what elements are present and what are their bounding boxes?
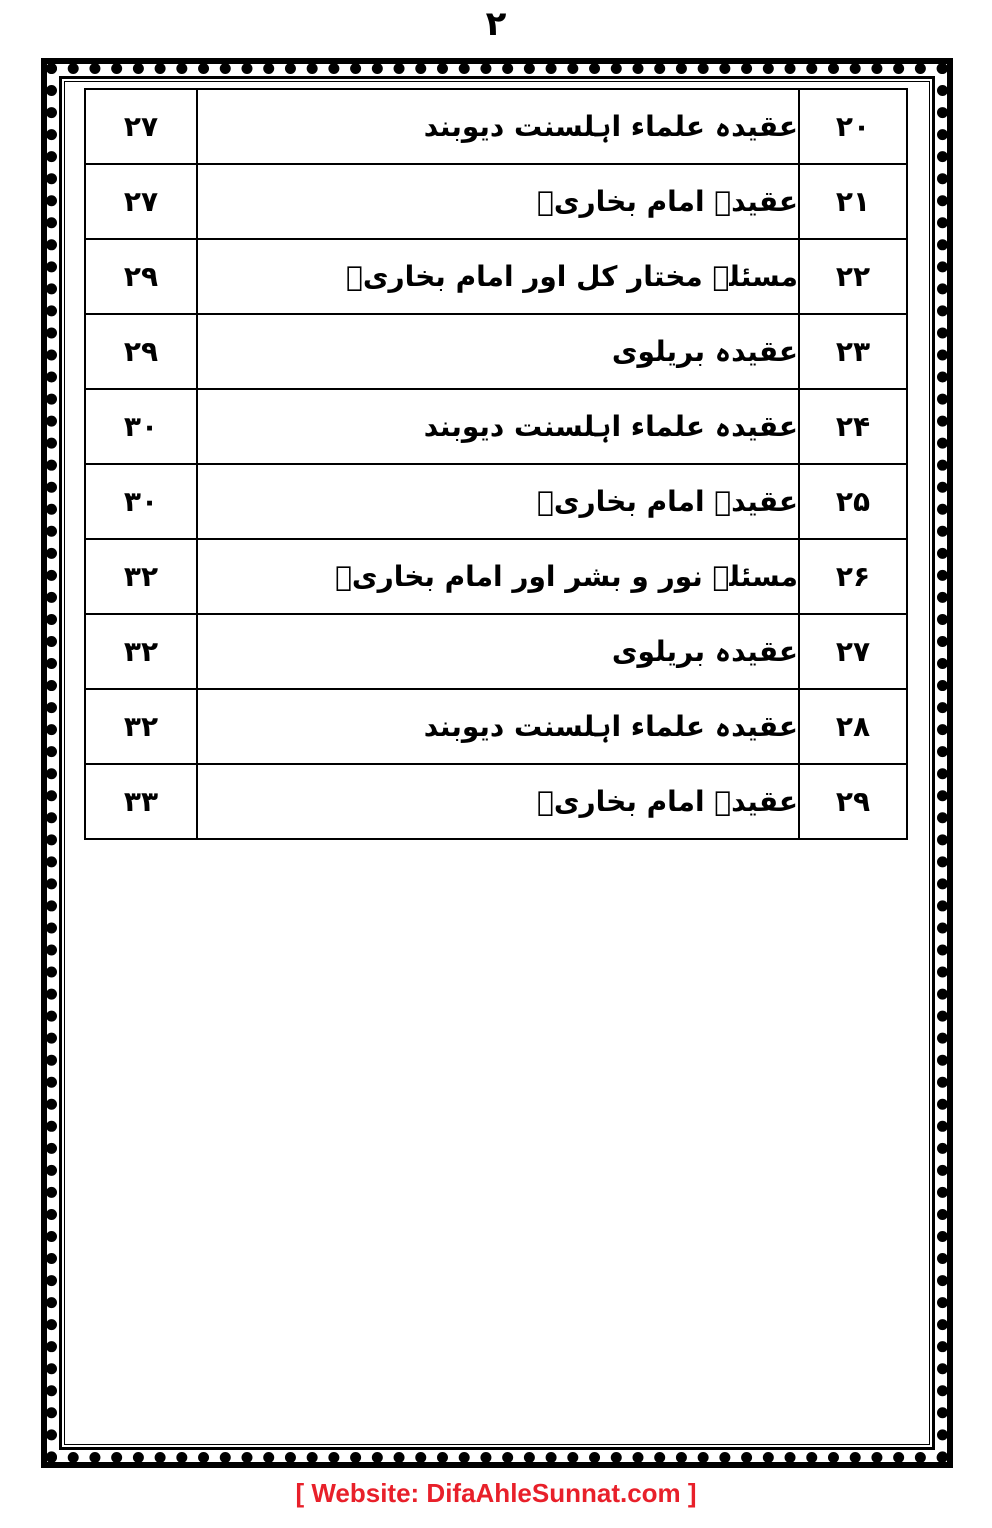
table-row <box>85 539 907 614</box>
serial-number: ۲۲ <box>799 239 907 314</box>
table-row <box>85 764 907 839</box>
entry-title: مسئلہ نور و بشر اور امام بخاریؒ <box>197 539 799 614</box>
serial-number: ۲۸ <box>799 689 907 764</box>
page-number: ۲ <box>485 4 507 44</box>
serial-number: ۲۷ <box>799 614 907 689</box>
serial-number: ۲۰ <box>799 89 907 164</box>
entry-title: عقیدہ بریلوی <box>197 314 799 389</box>
table-row <box>85 89 907 164</box>
entry-title: عقیدہ امام بخاریؒ <box>197 464 799 539</box>
page-ref: ۲۷ <box>85 164 197 239</box>
page-ref: ۲۹ <box>85 314 197 389</box>
entry-title: عقیدہ علماء اہلسنت دیوبند <box>197 389 799 464</box>
page-ref: ۳۲ <box>85 689 197 764</box>
page-ref: ۳۰ <box>85 389 197 464</box>
serial-number: ۲۳ <box>799 314 907 389</box>
serial-number: ۲۴ <box>799 389 907 464</box>
table-row <box>85 614 907 689</box>
table-row <box>85 464 907 539</box>
website-link[interactable]: [ Website: DifaAhleSunnat.com ] <box>295 1478 697 1508</box>
table-row <box>85 239 907 314</box>
table-row <box>85 689 907 764</box>
entry-title: عقیدہ بریلوی <box>197 614 799 689</box>
table-row <box>85 389 907 464</box>
entry-title: عقیدہ علماء اہلسنت دیوبند <box>197 689 799 764</box>
entry-title: عقیدہ علماء اہلسنت دیوبند <box>197 89 799 164</box>
serial-number: ۲۹ <box>799 764 907 839</box>
table-row <box>85 164 907 239</box>
table-of-contents <box>84 88 908 840</box>
serial-number: ۲۵ <box>799 464 907 539</box>
page-ref: ۳۲ <box>85 614 197 689</box>
serial-number: ۲۶ <box>799 539 907 614</box>
page-ref: ۲۷ <box>85 89 197 164</box>
page-ref: ۳۳ <box>85 764 197 839</box>
page-ref: ۳۲ <box>85 539 197 614</box>
serial-number: ۲۱ <box>799 164 907 239</box>
page-ref: ۲۹ <box>85 239 197 314</box>
entry-title: عقیدہ امام بخاریؒ <box>197 764 799 839</box>
entry-title: مسئلہ مختار کل اور امام بخاریؒ <box>197 239 799 314</box>
page-ref: ۳۰ <box>85 464 197 539</box>
entry-title: عقیدہ امام بخاریؒ <box>197 164 799 239</box>
table-row <box>85 314 907 389</box>
